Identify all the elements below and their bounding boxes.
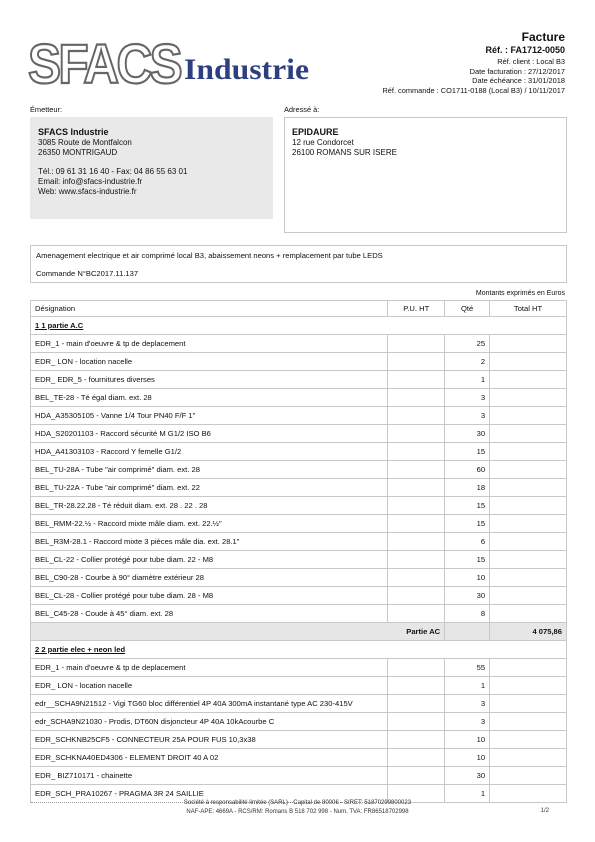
table-row [31, 425, 567, 443]
subtotal-row [31, 623, 567, 641]
line-designation: EDR_1 - main d'oeuvre & tp de deplacement [31, 659, 388, 677]
line-quantity: 3 [445, 389, 490, 407]
line-quantity: 1 [445, 677, 490, 695]
table-row [31, 695, 567, 713]
line-total [490, 353, 567, 371]
line-designation: edr_SCHA9N21030 - Prodis, DT60N disjoncteur 4P 40A 10kAcourbe C [31, 713, 388, 731]
sender-name: SFACS Industrie [38, 127, 109, 137]
line-designation: BEL_TE-28 - Té égal diam. ext. 28 [31, 389, 388, 407]
col-unit-price: P.U. HT [388, 301, 445, 317]
line-unit-price [388, 407, 445, 425]
line-designation: HDA_A35305105 - Vanne 1/4 Tour PN40 F/F 1" [31, 407, 388, 425]
logo-industrie: Industrie [184, 53, 309, 86]
line-designation: BEL_RMM-22.½ - Raccord mixte mâle diam. ext. 22.½" [31, 515, 388, 533]
footer-line-2: NAF-APE: 4669A - RCS/RM: Romans B 518 702 998 - Num. TVA: FR86518702998 [186, 809, 409, 815]
col-designation: Désignation [31, 301, 388, 317]
line-unit-price [388, 425, 445, 443]
section-row [31, 317, 567, 335]
sender-web: Web: www.sfacs-industrie.fr [38, 187, 137, 196]
sender-address-2: 26350 MONTRIGAUD [38, 148, 118, 157]
line-designation: BEL_CL-28 - Collier protégé pour tube diam. 28 - M8 [31, 587, 388, 605]
line-designation: BEL_CL-22 - Collier protégé pour tube diam. 22 - M8 [31, 551, 388, 569]
line-designation: EDR_SCHKNB25CF5 - CONNECTEUR 25A POUR FUS 10,3x38 [31, 731, 388, 749]
line-quantity: 10 [445, 731, 490, 749]
subtotal-amount: 4 075,86 [490, 623, 567, 641]
line-designation: HDA_A41303103 - Raccord Y femelle G1/2 [31, 443, 388, 461]
line-quantity: 25 [445, 335, 490, 353]
line-unit-price [388, 497, 445, 515]
table-row [31, 731, 567, 749]
line-unit-price [388, 587, 445, 605]
line-designation: BEL_TU-28A - Tube "air comprimé" diam. ext. 28 [31, 461, 388, 479]
line-unit-price [388, 335, 445, 353]
doc-title: Facture [521, 30, 565, 44]
line-quantity: 15 [445, 515, 490, 533]
line-quantity: 10 [445, 569, 490, 587]
line-total [490, 479, 567, 497]
line-total [490, 371, 567, 389]
line-designation: BEL_R3M-28.1 - Raccord mixte 3 pièces mâle dia. ext. 28.1" [31, 533, 388, 551]
line-unit-price [388, 659, 445, 677]
table-header-row [31, 301, 567, 317]
sender-label: Émetteur: [30, 105, 63, 114]
invoice-date: Date facturation : 27/12/2017 [469, 66, 565, 76]
line-quantity: 15 [445, 497, 490, 515]
table-row [31, 407, 567, 425]
page-number: 1/2 [540, 808, 549, 814]
line-quantity: 1 [445, 371, 490, 389]
table-row [31, 497, 567, 515]
invoice-header-info [382, 30, 565, 95]
line-unit-price [388, 371, 445, 389]
line-designation: BEL_TR-28.22.28 - Té réduit diam. ext. 28 . 22 . 28 [31, 497, 388, 515]
line-unit-price [388, 713, 445, 731]
table-row [31, 335, 567, 353]
company-logo [28, 33, 313, 93]
line-total [490, 407, 567, 425]
table-row [31, 479, 567, 497]
line-unit-price [388, 515, 445, 533]
table-row [31, 533, 567, 551]
recipient-box [284, 117, 567, 233]
table-row [31, 587, 567, 605]
line-unit-price [388, 569, 445, 587]
line-unit-price [388, 533, 445, 551]
sender-box [30, 117, 273, 219]
line-total [490, 443, 567, 461]
table-row [31, 371, 567, 389]
client-reference: Réf. client : Local B3 [497, 57, 565, 66]
line-unit-price [388, 767, 445, 785]
doc-reference: Réf. : FA1712-0050 [485, 45, 565, 55]
line-quantity: 6 [445, 533, 490, 551]
col-total: Total HT [490, 301, 567, 317]
order-reference: Réf. commande : CO1711-0188 (Local B3) / 10/11/2017 [382, 85, 565, 95]
line-quantity: 55 [445, 659, 490, 677]
line-total [490, 677, 567, 695]
line-quantity: 3 [445, 407, 490, 425]
due-date: Date échéance : 31/01/2018 [472, 76, 565, 86]
subtotal-label: Partie AC [31, 623, 445, 641]
line-total [490, 515, 567, 533]
col-quantity: Qté [445, 301, 490, 317]
line-unit-price [388, 695, 445, 713]
line-total [490, 497, 567, 515]
table-row [31, 713, 567, 731]
table-row [31, 461, 567, 479]
description-box [30, 245, 567, 283]
line-unit-price [388, 479, 445, 497]
line-designation: EDR_ LON - location nacelle [31, 677, 388, 695]
line-total [490, 767, 567, 785]
line-total [490, 587, 567, 605]
line-designation: BEL_C90-28 - Courbe à 90° diamètre extérieur 28 [31, 569, 388, 587]
line-designation: BEL_TU-22A - Tube "air comprimé" diam. ext. 22 [31, 479, 388, 497]
line-total [490, 695, 567, 713]
table-body [31, 317, 567, 803]
recipient-name: EPIDAURE [292, 127, 339, 137]
table-row [31, 677, 567, 695]
line-total [490, 731, 567, 749]
line-unit-price [388, 605, 445, 623]
section-title: 2 2 partie elec + neon led [31, 641, 567, 659]
line-unit-price [388, 677, 445, 695]
line-designation: EDR_SCH_PRA10267 - PRAGMA 3R 24 SAILLIE [31, 785, 388, 803]
sender-phone: Tél.: 09 61 31 16 40 - Fax: 04 86 55 63 01 [38, 167, 188, 176]
line-total [490, 551, 567, 569]
line-designation: HDA_S20201103 - Raccord sécurité M G1/2 ISO B6 [31, 425, 388, 443]
line-total [490, 605, 567, 623]
line-quantity: 30 [445, 767, 490, 785]
section-title: 1 1 partie A.C [31, 317, 567, 335]
line-unit-price [388, 443, 445, 461]
line-quantity: 15 [445, 551, 490, 569]
line-designation: EDR_SCHKNA40ED4306 - ELEMENT DROIT 40 A 02 [31, 749, 388, 767]
line-quantity: 30 [445, 587, 490, 605]
line-designation: EDR_ LON - location nacelle [31, 353, 388, 371]
line-designation: EDR_1 - main d'oeuvre & tp de deplacement [31, 335, 388, 353]
legal-footer [0, 799, 595, 817]
line-total [490, 425, 567, 443]
line-quantity: 3 [445, 695, 490, 713]
table-row [31, 353, 567, 371]
logo-sfacs: SFACS [28, 33, 182, 93]
recipient-address-2: 26100 ROMANS SUR ISERE [292, 148, 397, 157]
line-total [490, 749, 567, 767]
subtotal-qty-cell [445, 623, 490, 641]
line-designation: BEL_C45-28 - Coude à 45° diam. ext. 28 [31, 605, 388, 623]
footer-line-1: Société à responsabilité limitée (SARL) - Capital de 8000€ - SIRET: 51870299800023 [183, 800, 412, 806]
line-unit-price [388, 353, 445, 371]
line-total [490, 713, 567, 731]
line-designation: EDR_ BIZ710171 - chainette [31, 767, 388, 785]
table-row [31, 443, 567, 461]
line-quantity: 2 [445, 353, 490, 371]
line-quantity: 8 [445, 605, 490, 623]
table-row [31, 569, 567, 587]
table-row [31, 749, 567, 767]
line-quantity: 30 [445, 425, 490, 443]
line-total [490, 569, 567, 587]
table-row [31, 551, 567, 569]
table-row [31, 605, 567, 623]
section-row [31, 641, 567, 659]
line-total [490, 461, 567, 479]
line-designation: EDR_ EDR_5 - fournitures diverses [31, 371, 388, 389]
sender-address-1: 3085 Route de Montfalcon [38, 138, 132, 147]
line-total [490, 659, 567, 677]
line-designation: edr__SCHA9N21512 - Vigi TG60 bloc différentiel 4P 40A 300mA instantané type AC 230-415V [31, 695, 388, 713]
line-total [490, 533, 567, 551]
line-unit-price [388, 749, 445, 767]
order-number: Commande N°BC2017.11.137 [36, 269, 139, 278]
table-row [31, 389, 567, 407]
line-quantity: 18 [445, 479, 490, 497]
line-quantity: 60 [445, 461, 490, 479]
sender-email: Email: info@sfacs-industrie.fr [38, 177, 143, 186]
line-total [490, 335, 567, 353]
recipient-label: Adressé à: [284, 105, 320, 114]
line-quantity: 3 [445, 713, 490, 731]
line-unit-price [388, 389, 445, 407]
table-row [31, 515, 567, 533]
recipient-address-1: 12 rue Condorcet [292, 138, 354, 147]
line-quantity: 15 [445, 443, 490, 461]
table-row [31, 659, 567, 677]
line-quantity: 1 [445, 785, 490, 803]
line-total [490, 389, 567, 407]
table-row [31, 767, 567, 785]
line-unit-price [388, 551, 445, 569]
line-unit-price [388, 731, 445, 749]
amount-note: Montants exprimés en Euros [475, 290, 565, 297]
invoice-lines-table [30, 300, 567, 803]
description-text: Amenagement electrique et air comprimé local B3, abaissement neons + remplacement par tube LEDS [36, 251, 383, 260]
line-quantity: 10 [445, 749, 490, 767]
line-unit-price [388, 461, 445, 479]
